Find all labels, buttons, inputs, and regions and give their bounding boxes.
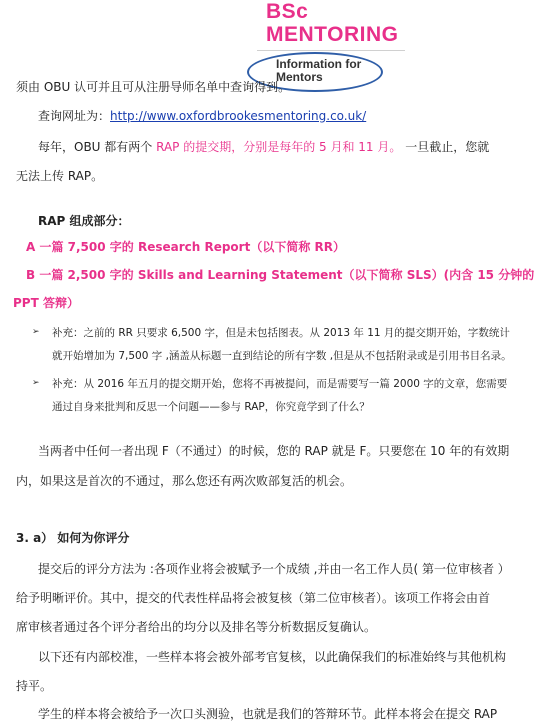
url-line	[38, 108, 366, 124]
deadline-post: 一旦截止，您就	[401, 140, 490, 154]
fail-line1: 当两者中任何一者出现 F（不通过）的时候，您的 RAP 就是 F。只要您在 10 年的有效期	[38, 444, 510, 458]
rap-heading: RAP 组成部分：	[38, 214, 130, 228]
fail-line2: 内，如果这是首次的不通过，那么您还有两次败部复活的机会。	[16, 474, 353, 488]
note2-line2: 通过自身来批判和反思一个问题——参与 RAP，你究竟学到了什么？	[52, 401, 370, 413]
deadline-highlight: RAP 的提交期，分别是每年的 5 月和 11 月。	[156, 140, 402, 154]
rap-part-b-line2: PPT 答辩）	[13, 296, 79, 310]
rap-part-a: A 一篇 7,500 字的 Research Report（以下简称 RR）	[26, 240, 345, 254]
section3-heading: 3. a） 如何为你评分	[16, 531, 130, 545]
logo-sub2: Mentors	[276, 70, 323, 84]
rap-part-b-line1: B 一篇 2,500 字的 Skills and Learning Statement（以下简称 SLS）(内含 15 分钟的	[26, 268, 534, 282]
deadline-pre: 每年，OBU 都有两个	[38, 140, 157, 154]
mentoring-url-link[interactable]: http://www.oxfordbrookesmentoring.co.uk/	[110, 109, 367, 123]
logo-line1: BSc	[266, 0, 309, 23]
note2-line1: 补充：从 2016 年五月的提交期开始，您将不再被提问，而是需要写一篇 2000 字的文章，您需要	[52, 378, 508, 390]
logo-line2: MENTORING	[266, 23, 399, 46]
deadline-line2: 无法上传 RAP。	[16, 169, 104, 183]
note1-line2: 就开始增加为 7,500 字 ,涵盖从标题一直到结论的所有字数 ,但是从不包括附录或是引用书目名录。	[52, 350, 512, 362]
bullet-icon: ➢	[32, 378, 40, 388]
intro-line1: 须由 OBU 认可并且可从注册导师名单中查询得到。	[16, 80, 291, 94]
logo-sub1: Information for	[276, 57, 362, 71]
logo-divider	[257, 50, 405, 51]
section3-p3-line1: 学生的样本将会被给予一次口头测验，也就是我们的答辩环节。此样本将会在提交 RAP	[38, 707, 498, 721]
deadline-line1	[38, 139, 489, 155]
logo-subtitle	[276, 58, 396, 84]
section3-p1-line2: 给予明晰评价。其中，提交的代表性样品将会被复核（第二位审核者）。该项工作将会由首	[16, 591, 491, 605]
logo-title	[266, 0, 466, 46]
note1-line1: 补充：之前的 RR 只要求 6,500 字，但是未包括图表。从 2013 年 11 月的提交期开始，字数统计	[52, 327, 510, 339]
section3-p2-line1: 以下还有内部校准，一些样本将会被外部考官复核，以此确保我们的标准始终与其他机构	[38, 650, 507, 664]
bullet-icon: ➢	[32, 327, 40, 337]
url-label: 查询网址为：	[38, 109, 111, 123]
section3-p1-line3: 席审核者通过各个评分者给出的均分以及排名等分析数据反复确认。	[16, 620, 377, 634]
section3-p2-line2: 持平。	[16, 679, 53, 693]
section3-p1-line1: 提交后的评分方法为 :各项作业将会被赋予一个成绩 ,并由一名工作人员( 第一位审核者 ）	[38, 562, 510, 576]
